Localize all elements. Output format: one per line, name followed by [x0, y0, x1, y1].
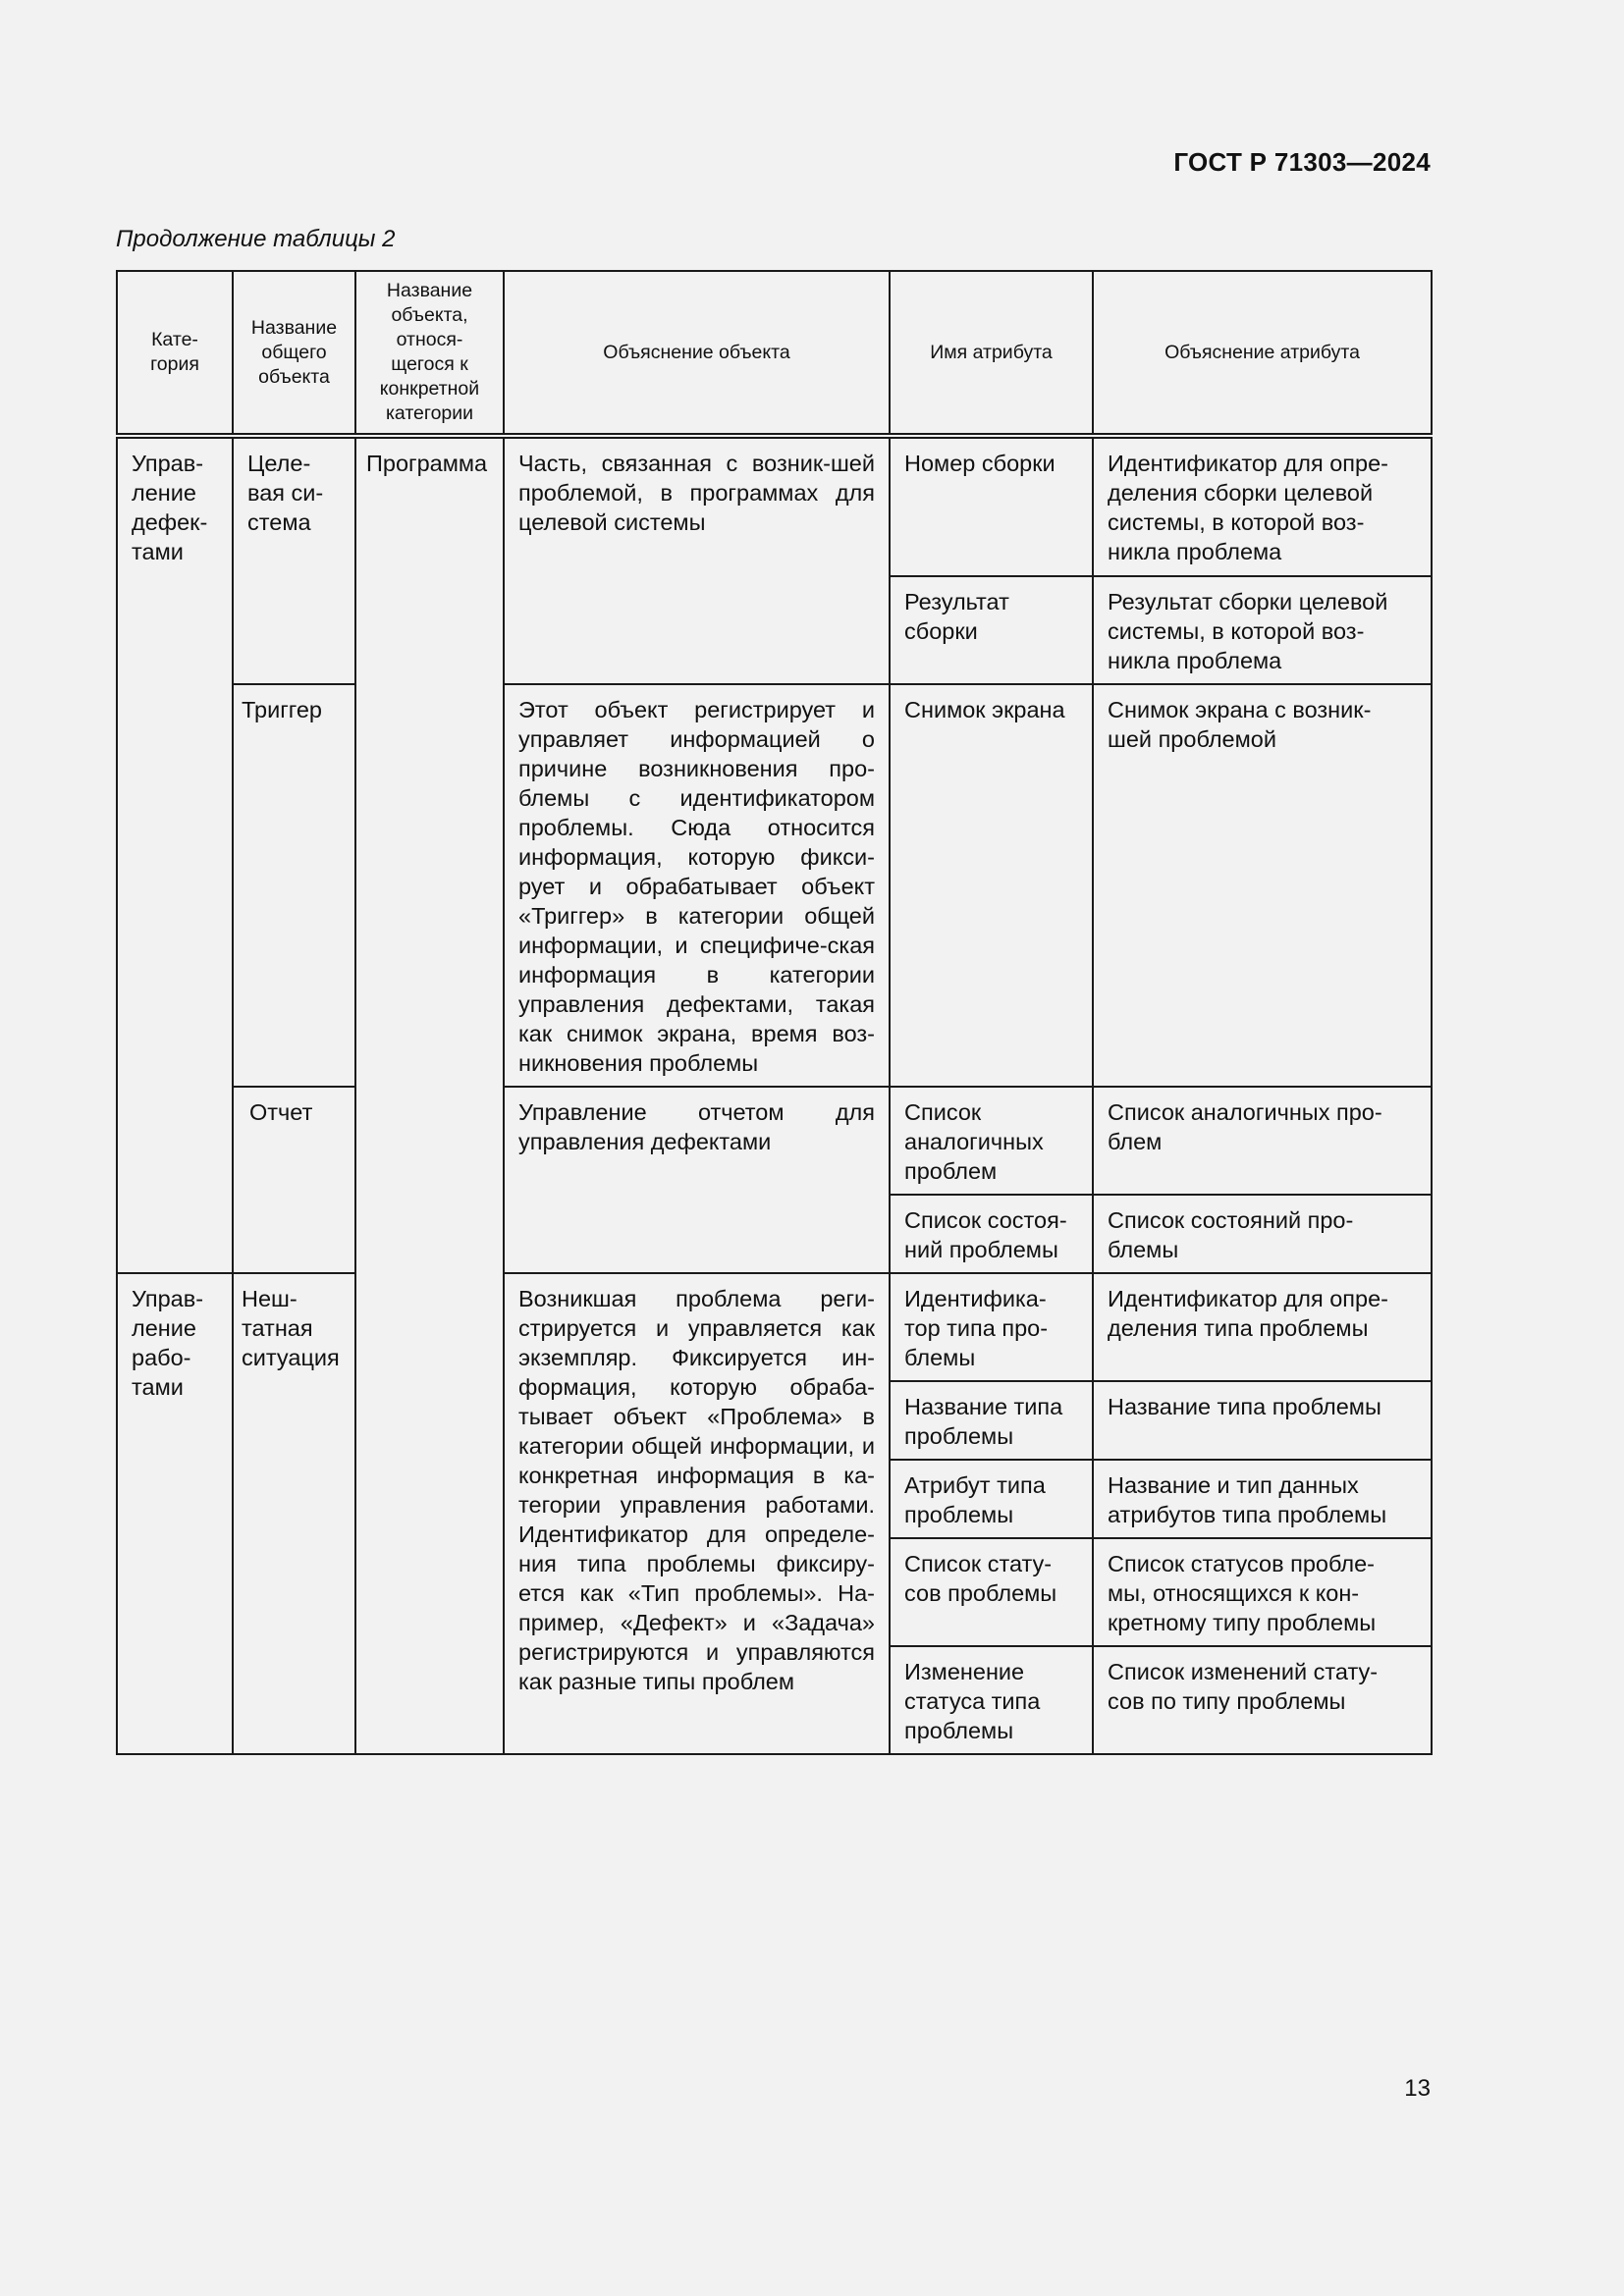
attribute-explanation-cell: Название типа проблемы: [1093, 1381, 1432, 1460]
attribute-explanation-cell: Название и тип данных атрибутов типа проблемы: [1093, 1460, 1432, 1538]
table-row: [117, 1087, 1432, 1195]
header-object-explanation: Объяснение объекта: [504, 271, 890, 436]
attribute-name-cell: Атрибут типа проблемы: [890, 1460, 1093, 1538]
attribute-explanation-cell: Список состояний про- блемы: [1093, 1195, 1432, 1273]
object-explanation-cell: Управление отчетом для управления дефектами: [504, 1087, 890, 1273]
attribute-explanation-cell: Список статусов пробле- мы, относящихся к кон- кретному типу проблемы: [1093, 1538, 1432, 1646]
objects-table: [116, 270, 1433, 1755]
object-explanation-cell: Этот объект регистрирует и управляет информацией о причине возникновения про-блемы с идентификатором проблемы. Сюда относится информация, которую фикси-рует и обрабатывает объект «Триггер» в категории общей информации, и специфиче-ская информация в категории управления дефектами, такая как снимок экрана, время воз-никновения проблемы: [504, 684, 890, 1087]
table-row: [117, 436, 1432, 576]
attribute-explanation-cell: Результат сборки целевой системы, в которой воз- никла проблема: [1093, 576, 1432, 684]
table-caption: Продолжение таблицы 2: [116, 226, 396, 252]
table-header-row: [117, 271, 1432, 436]
attribute-explanation-cell: Идентификатор для опре- деления сборки целевой системы, в которой воз- никла проблема: [1093, 436, 1432, 576]
attribute-explanation-cell: Снимок экрана с возник- шей проблемой: [1093, 684, 1432, 1087]
attribute-name-cell: Список аналогичных проблем: [890, 1087, 1093, 1195]
attribute-name-cell: Снимок экрана: [890, 684, 1093, 1087]
attribute-explanation-cell: Список изменений стату- сов по типу проблемы: [1093, 1646, 1432, 1754]
attribute-explanation-cell: Идентификатор для опре- деления типа проблемы: [1093, 1273, 1432, 1381]
general-object-cell: Отчет: [233, 1087, 355, 1273]
attribute-name-cell: Список состоя- ний проблемы: [890, 1195, 1093, 1273]
header-specific-object: Название объекта, относя- щегося к конкретной категории: [355, 271, 504, 436]
specific-object-cell: Программа: [355, 436, 504, 1754]
general-object-cell: Неш- татная ситуация: [233, 1273, 355, 1754]
attribute-name-cell: Номер сборки: [890, 436, 1093, 576]
attribute-name-cell: Идентифика- тор типа про- блемы: [890, 1273, 1093, 1381]
general-object-cell: Целе- вая си- стема: [233, 436, 355, 684]
object-explanation-cell: Часть, связанная с возник-шей проблемой, в программах для целевой системы: [504, 436, 890, 684]
attribute-explanation-cell: Список аналогичных про- блем: [1093, 1087, 1432, 1195]
category-cell: Управ- ление рабо- тами: [117, 1273, 233, 1754]
attribute-name-cell: Изменение статуса типа проблемы: [890, 1646, 1093, 1754]
page-number: 13: [1404, 2075, 1431, 2102]
table-row: [117, 1273, 1432, 1381]
table-row: [117, 684, 1432, 1087]
attribute-name-cell: Список стату- сов проблемы: [890, 1538, 1093, 1646]
header-attribute-name: Имя атрибута: [890, 271, 1093, 436]
header-general-object: Название общего объекта: [233, 271, 355, 436]
general-object-cell: Триггер: [233, 684, 355, 1087]
attribute-name-cell: Название типа проблемы: [890, 1381, 1093, 1460]
header-attribute-explanation: Объяснение атрибута: [1093, 271, 1432, 436]
document-code: ГОСТ Р 71303—2024: [1173, 147, 1431, 177]
category-cell: Управ- ление дефек- тами: [117, 436, 233, 1273]
header-category: Кате- гория: [117, 271, 233, 436]
object-explanation-cell: Возникшая проблема реги-стрируется и управляется как экземпляр. Фиксируется ин-формация, которую обраба-тывает объект «Проблема» в категории общей информации, и конкретная информация в ка-тегории управления работами. Идентификатор для определе-ния типа проблемы фиксиру-ется как «Тип проблемы». На-пример, «Дефект» и «Задача» регистрируются и управляются как разные типы проблем: [504, 1273, 890, 1754]
attribute-name-cell: Результат сборки: [890, 576, 1093, 684]
